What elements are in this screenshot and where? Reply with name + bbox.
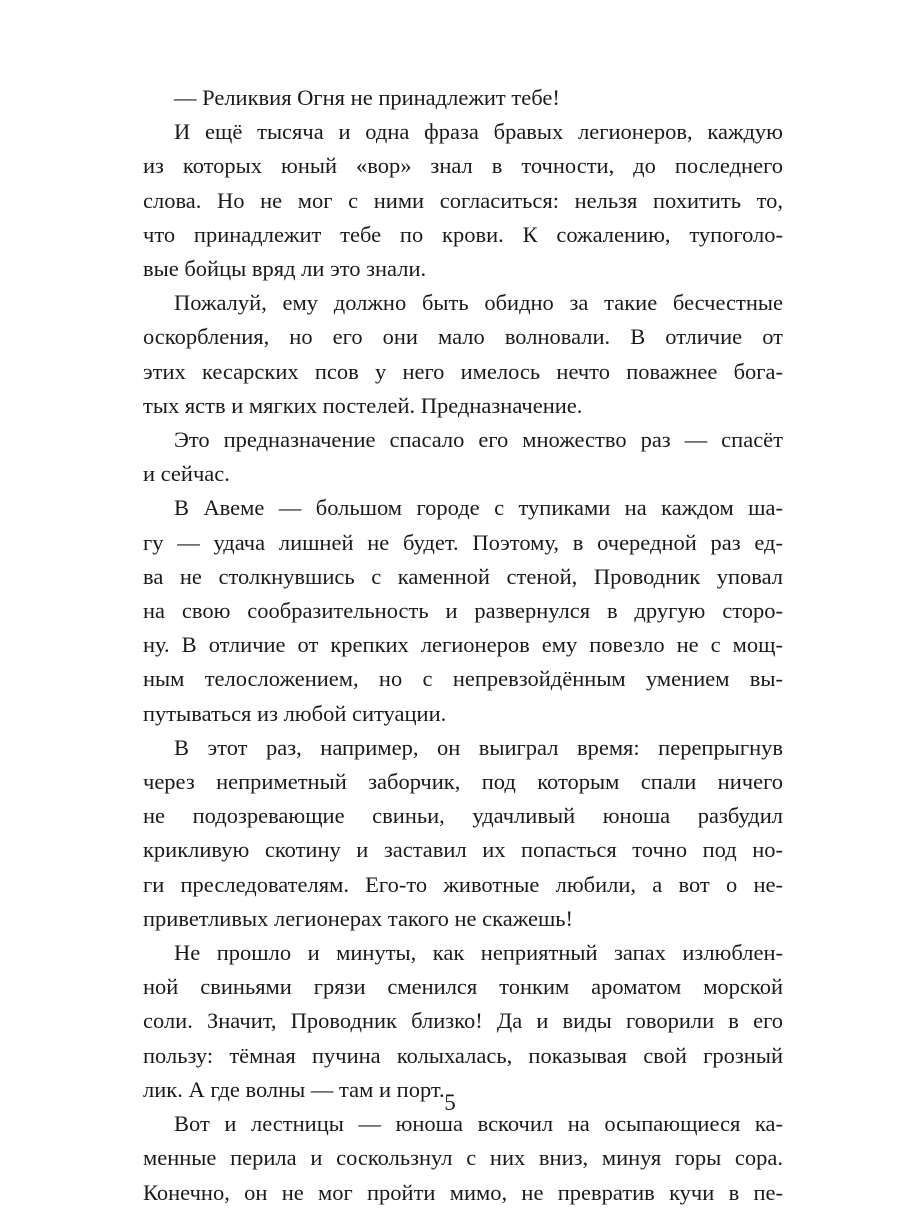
text-line: соли. Значит, Проводник близко! Да и виды говорили в его: [143, 1008, 783, 1034]
text-line: через неприметный заборчик, под которым спали ничего: [143, 769, 783, 795]
text-line: не подозревающие свиньи, удачливый юноша разбудил: [143, 803, 783, 829]
text-line: ва не столкнувшись с каменной стеной, Проводник уповал: [143, 563, 783, 589]
text-line: этих кесарских псов у него имелось нечто поважнее бога-: [143, 358, 783, 384]
text-line: — Реликвия Огня не принадлежит тебе!: [174, 85, 560, 110]
text-line: путываться из любой ситуации.: [143, 700, 447, 726]
text-line: ной свиньями грязи сменился тонким ароматом морской: [143, 974, 783, 1000]
text-line: Не прошло и минуты, как неприятный запах излюблен-: [174, 940, 783, 966]
text-line: В этот раз, например, он выиграл время: перепрыгнув: [174, 734, 783, 760]
paragraph: [143, 731, 783, 936]
text-line: лик. А где волны — там и порт.: [143, 1076, 445, 1102]
text-line: И ещё тысяча и одна фраза бравых легионеров, каждую: [174, 119, 783, 145]
text-line: слова. Но не мог с ними согласиться: нельзя похитить то,: [143, 187, 783, 213]
text-line: Вот и лестницы — юноша вскочил на осыпающиеся ка-: [174, 1111, 783, 1137]
text-line: гу — удача лишней не будет. Поэтому, в очередной раз ед-: [143, 529, 783, 555]
text-line: Это предназначение спасало его множество раз — спасёт: [174, 427, 783, 453]
text-line: ги преследователям. Его-то животные любили, а вот о не-: [143, 871, 783, 897]
text-line: оскорбления, но его они мало волновали. В отличие от: [143, 324, 783, 350]
text-line: Конечно, он не мог пройти мимо, не превратив кучи в пе-: [143, 1179, 783, 1205]
text-line: ным телосложением, но с непревзойдённым умением вы-: [143, 666, 783, 692]
paragraph: [143, 286, 783, 423]
paragraph: [143, 115, 783, 286]
text-line: пользу: тёмная пучина колыхалась, показывая свой грозный: [143, 1042, 783, 1068]
text-line: и сейчас.: [143, 461, 230, 487]
paragraph: [143, 1107, 783, 1210]
text-line: тых яств и мягких постелей. Предназначение.: [143, 392, 583, 418]
paragraph: [143, 936, 783, 1107]
text-line: что принадлежит тебе по крови. К сожалению, тупоголо-: [143, 221, 783, 247]
text-line: менные перила и соскользнул с них вниз, минуя горы сора.: [143, 1145, 783, 1171]
text-line: ну. В отличие от крепких легионеров ему повезло не с мощ-: [143, 632, 783, 658]
text-line: вые бойцы вряд ли это знали.: [143, 256, 427, 282]
paragraph: [143, 491, 783, 730]
text-line: крикливую скотину и заставил их попасться точно под но-: [143, 837, 783, 863]
text-line: приветливых легионерах такого не скажешь!: [143, 905, 574, 931]
text-line: В Авеме — большом городе с тупиками на каждом ша-: [174, 495, 783, 521]
text-line: на свою сообразительность и развернулся в другую сторо-: [143, 598, 783, 624]
body-text: [143, 81, 783, 1210]
page-number: 5: [444, 1090, 456, 1115]
paragraph: [143, 81, 783, 115]
paragraph: [143, 423, 783, 491]
text-line: из которых юный «вор» знал в точности, до последнего: [143, 153, 783, 179]
text-line: Пожалуй, ему должно быть обидно за такие бесчестные: [174, 290, 783, 316]
